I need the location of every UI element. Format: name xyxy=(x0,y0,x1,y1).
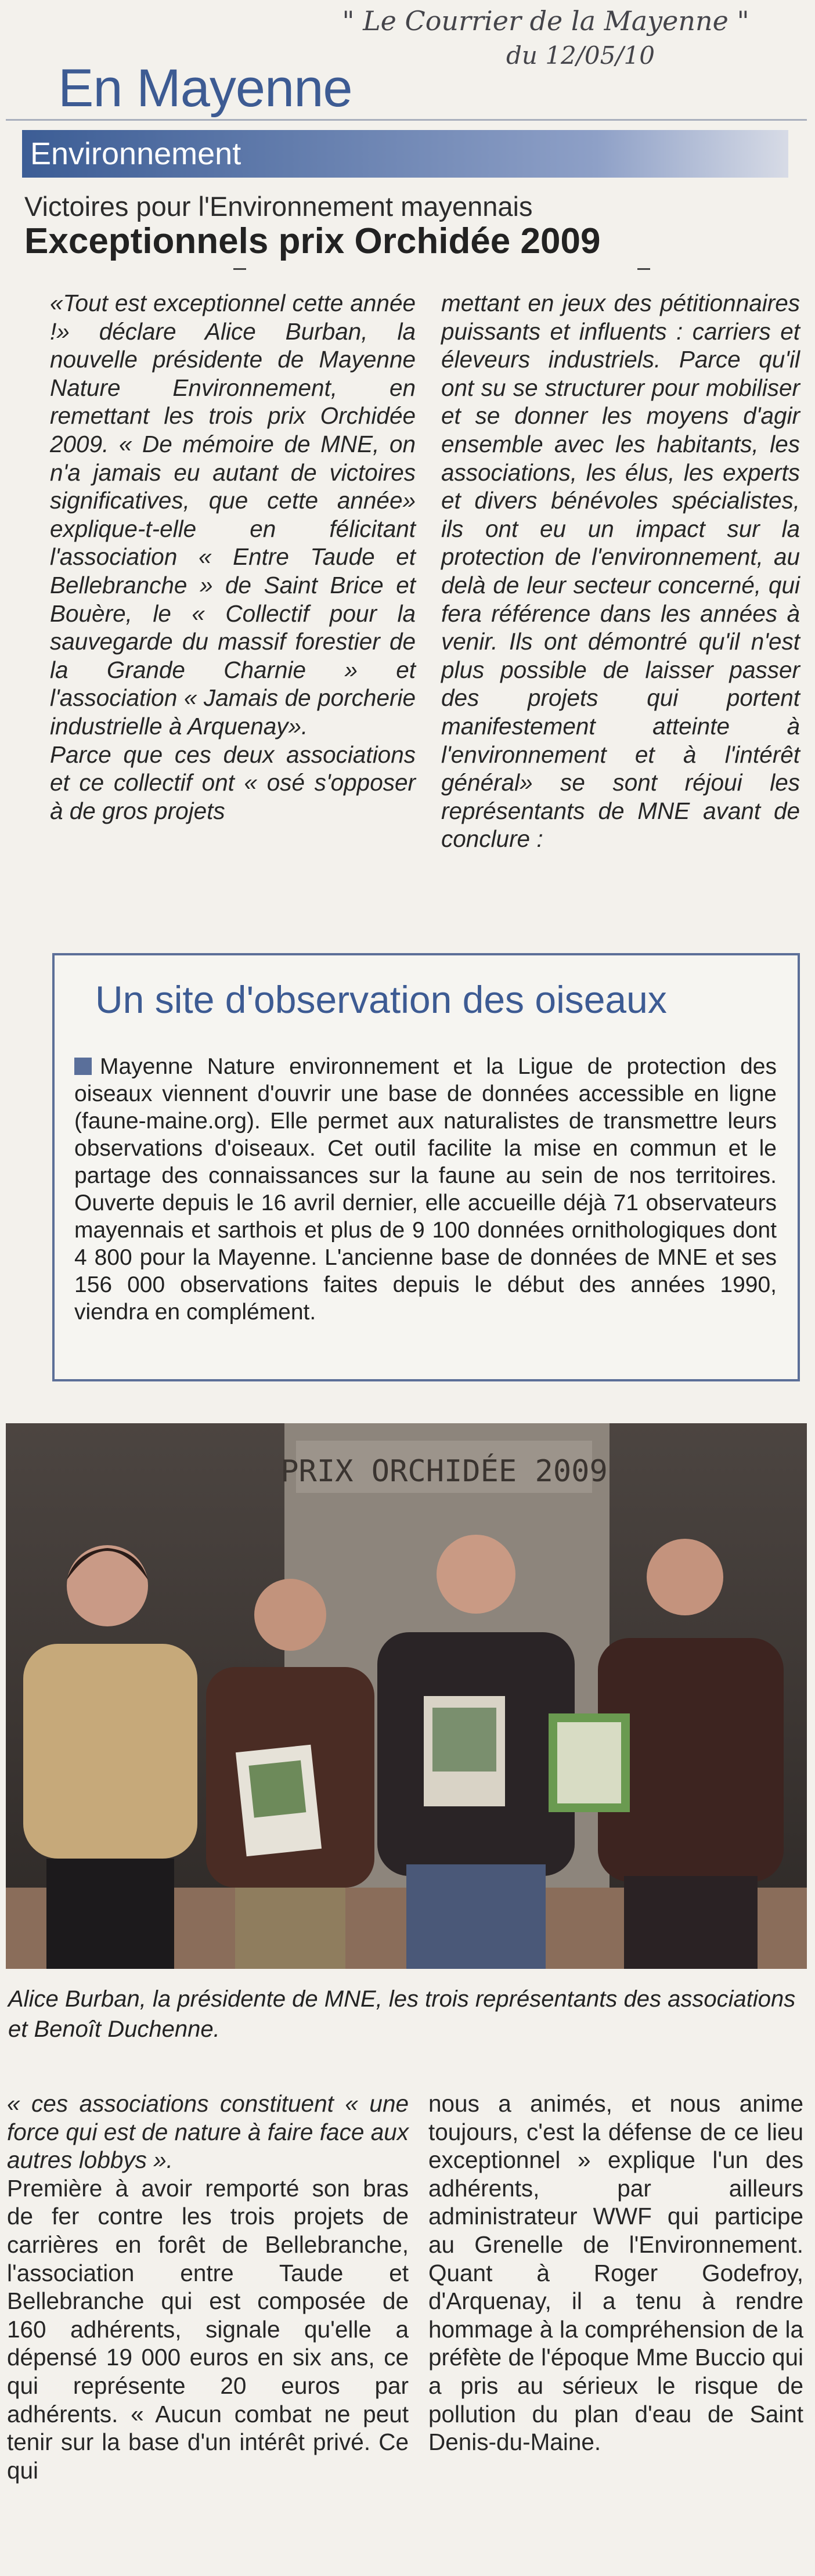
rubric-band xyxy=(22,130,788,178)
paragraph: mettant en jeux des pétitionnaires puissants et influents : carriers et éleveurs industriels. Parce qu'il ont su se structurer pour mobiliser et se donner les moyens d'agir ensemble avec les habitants, les associations, les élus, les experts et divers bénévoles spécialistes, ils ont eu un impact sur la protection de l'environnement, au delà de leur secteur concerné, qui fera référence dans les années à venir. Ils ont démontré qu'il n'est plus possible de laisser passer des projets qui portent manifestement atteinte à l'environnement et à l'intérêt général» se sont réjoui les représentants de MNE avant de conclure : xyxy=(441,290,800,853)
article-headline: Exceptionnels prix Orchidée 2009 xyxy=(24,221,601,261)
article-kicker: Victoires pour l'Environnement mayennais xyxy=(24,191,533,222)
paragraph: nous a animés, et nous anime toujours, c'est la défense de ce lieu exceptionnel » explique l'un des adhérents, par ailleurs administrateur WWF qui participe au Grenelle de l'Environnement. Quant à Roger Godefroy, d'Arquenay, il a tenu à rendre hommage à la compréhension de la préfète de l'époque Mme Buccio qui a pris au sérieux le risque de pollution du plan d'eau de Saint Denis-du-Maine. xyxy=(428,2090,803,2456)
handwritten-source-note xyxy=(290,3,801,73)
box-text: Mayenne Nature environnement et la Ligue de protection des oiseaux viennent d'ouvrir une base de données accessible en ligne (faune-maine.org). Elle permet aux naturalistes de transmettre leurs observations d'oiseaux. Cet outil facilite la mise en commun et le partage des connaissances sur la faune au sein de nos territoires. Ouverte depuis le 16 avril dernier, elle accueille déjà 71 observateurs mayennais et sarthois et plus de 9 100 données ornithologiques dont 4 800 pour la Mayenne. L'ancienne base de données de MNE et ses 156 000 observations faites depuis le début des années 1990, viendra en complément. xyxy=(74,1054,777,1325)
paragraph: Première à avoir remporté son bras de fer contre les trois projets de carrières en forêt de Bellebranche, l'association entre Taude et Bellebranche qui est composée de 160 adhérents, signale qu'elle a dépensé 19 000 euros en six ans, ce qui représente 20 euros par adhérents. « Aucun combat ne peut tenir sur la base d'un intérêt privé. Ce qui xyxy=(7,2174,409,2484)
source-note-line1: " Le Courrier de la Mayenne " xyxy=(342,5,749,37)
separator-dash xyxy=(637,268,650,270)
header-rule xyxy=(6,119,807,121)
ceremony-photo xyxy=(6,1423,807,1969)
separator-dash xyxy=(233,268,246,270)
article-column-3 xyxy=(7,2090,409,2484)
photo-caption: Alice Burban, la présidente de MNE, les trois représentants des associations et Benoît Duchenne. xyxy=(8,1986,796,2042)
paragraph: Parce que ces deux associations et ce collectif ont « osé s'opposer à de gros projets xyxy=(50,741,416,824)
banner-text: PRIX ORCHIDÉE 2009 xyxy=(280,1454,608,1489)
article-column-1 xyxy=(50,289,416,825)
photo-illustration xyxy=(6,1423,807,1969)
person-alice-burban xyxy=(23,1545,197,1969)
article-column-4 xyxy=(428,2090,803,2456)
square-bullet-icon xyxy=(74,1058,92,1075)
sidebar-box xyxy=(52,953,800,1381)
rubric-label: Environnement xyxy=(30,136,241,171)
paragraph: «Tout est exceptionnel cette année !» déclare Alice Burban, la nouvelle présidente de Mayenne Nature Environnement, en remettant les trois prix Orchidée 2009. « De mémoire de MNE, on n'a jamais eu autant de victoires significatives, que cette année» explique-t-elle en félicitant l'association « Entre Taude et Bellebranche » de Saint Brice et Bouère, le « Collectif pour la sauvegarde du massif forestier de la Grande Charnie » et l'association « Jamais de porcherie industrielle à Arquenay». xyxy=(50,290,416,739)
source-note-date: du 12/05/10 xyxy=(506,41,655,70)
box-title: Un site d'observation des oiseaux xyxy=(95,978,667,1021)
paragraph: « ces associations constituent « une force qui est de nature à faire face aux autres lobbys ». xyxy=(7,2090,409,2174)
section-title: En Mayenne xyxy=(58,59,352,118)
article-column-2 xyxy=(441,289,800,853)
box-body xyxy=(74,1053,777,1326)
